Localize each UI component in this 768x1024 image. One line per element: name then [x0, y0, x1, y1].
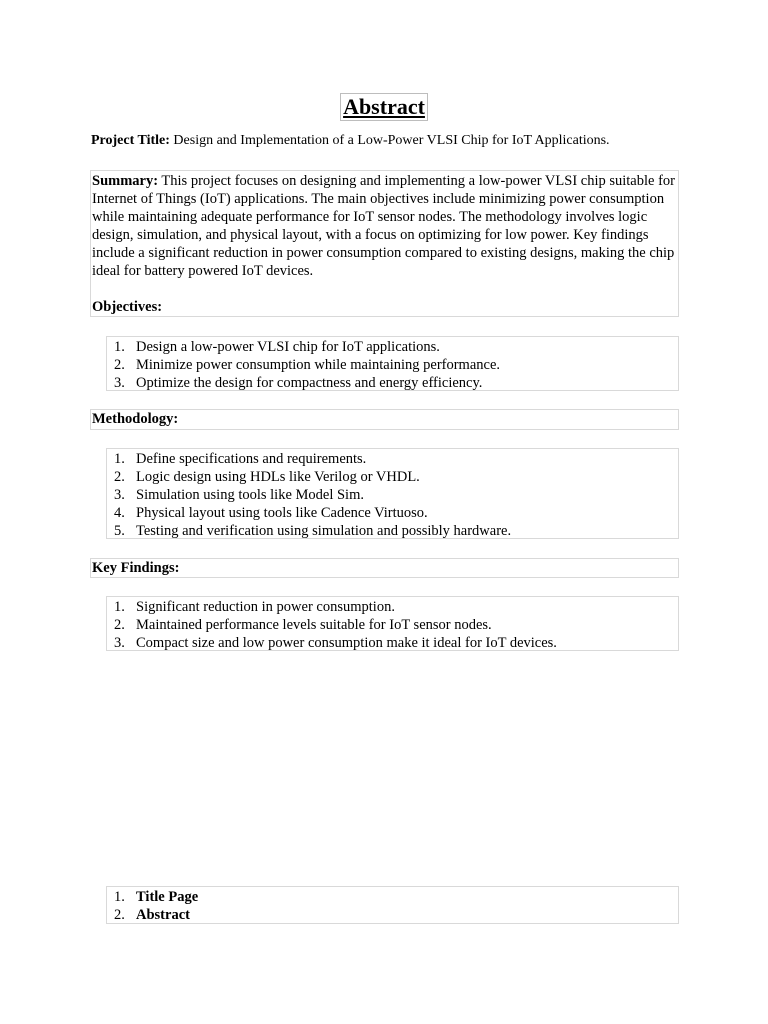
list-number: 2. [114, 357, 125, 373]
list-item [107, 338, 678, 356]
objectives-list [106, 336, 679, 391]
table-of-contents-list [106, 886, 679, 924]
list-item-text: Simulation using tools like Model Sim. [136, 487, 364, 503]
list-number: 1. [114, 339, 125, 355]
list-item-text: Maintained performance levels suitable for IoT sensor nodes. [136, 617, 492, 633]
project-title-line [91, 132, 610, 150]
project-title-label: Project Title: [91, 133, 170, 148]
methodology-list [106, 448, 679, 539]
list-item [107, 468, 678, 486]
list-number: 2. [114, 907, 125, 923]
objectives-heading: Objectives: [92, 299, 163, 315]
list-item-text: Testing and verification using simulation and possibly hardware. [136, 523, 512, 539]
list-number: 2. [114, 617, 125, 633]
list-item-text: Minimize power consumption while maintaining performance. [136, 357, 501, 373]
list-item [107, 906, 678, 924]
list-item [107, 504, 678, 522]
summary-paragraph [92, 172, 677, 280]
page-title-container [0, 93, 768, 121]
list-item-text: Physical layout using tools like Cadence Virtuoso. [136, 505, 428, 521]
list-number: 4. [114, 505, 125, 521]
list-item [107, 356, 678, 374]
list-item-text: Logic design using HDLs like Verilog or VHDL. [136, 469, 420, 485]
list-item [107, 888, 678, 906]
list-item-text: Design a low-power VLSI chip for IoT applications. [136, 339, 440, 355]
key-findings-heading-box [90, 558, 679, 578]
key-findings-list [106, 596, 679, 651]
list-item-text: Optimize the design for compactness and energy efficiency. [136, 375, 483, 391]
list-number: 1. [114, 599, 125, 615]
list-number: 3. [114, 375, 125, 391]
methodology-heading: Methodology: [92, 411, 179, 427]
list-number: 1. [114, 889, 125, 905]
list-item-text: Significant reduction in power consumption. [136, 599, 395, 615]
summary-section [90, 170, 679, 317]
summary-label: Summary: [92, 173, 159, 189]
list-number: 2. [114, 469, 125, 485]
list-item [107, 598, 678, 616]
page-title: Abstract [340, 93, 428, 121]
project-title-text: Design and Implementation of a Low-Power VLSI Chip for IoT Applications. [169, 133, 610, 148]
list-item-text: Define specifications and requirements. [136, 451, 367, 467]
list-item-text: Title Page [136, 889, 199, 905]
list-item [107, 450, 678, 468]
list-item [107, 522, 678, 540]
list-number: 3. [114, 487, 125, 503]
list-number: 5. [114, 523, 125, 539]
methodology-heading-box [90, 409, 679, 430]
key-findings-heading: Key Findings: [92, 560, 180, 576]
list-item-text: Compact size and low power consumption make it ideal for IoT devices. [136, 635, 557, 651]
list-item [107, 634, 678, 652]
list-number: 3. [114, 635, 125, 651]
list-item-text: Abstract [136, 907, 190, 923]
summary-text: This project focuses on designing and implementing a low-power VLSI chip suitable for Internet of Things (IoT) applications. The main objectives include minimizing power consumption while maintaining adequate performance for IoT sensor nodes. The methodology involves logic design, simulation, and physical layout, with a focus on optimizing for low power. Key findings include a significant reduction in power consumption compared to existing designs, making the chip ideal for battery powered IoT devices. [92, 173, 675, 279]
list-number: 1. [114, 451, 125, 467]
list-item [107, 486, 678, 504]
list-item [107, 374, 678, 392]
list-item [107, 616, 678, 634]
